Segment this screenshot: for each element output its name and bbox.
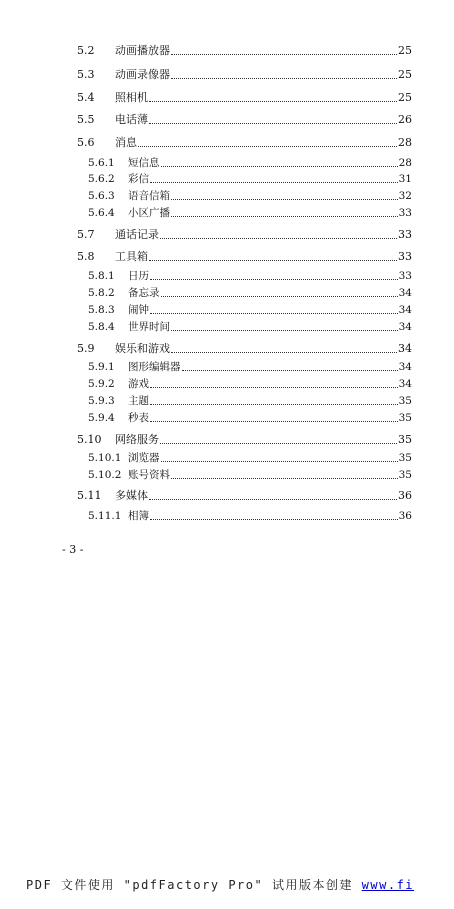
toc-entry[interactable] xyxy=(77,113,412,127)
toc-entry-number: 5.8.1 xyxy=(88,270,115,282)
toc-entry-page: 34 xyxy=(398,321,412,333)
toc-entry[interactable] xyxy=(77,136,412,150)
toc-entry-number: 5.8.2 xyxy=(88,287,115,299)
toc-leader-dots xyxy=(150,386,398,388)
toc-entry[interactable] xyxy=(88,320,412,334)
toc-entry-title: 网络服务 xyxy=(115,433,159,446)
toc-leader-dots xyxy=(171,77,397,79)
toc-entry-title: 浏览器 xyxy=(128,452,160,464)
toc-leader-dots xyxy=(171,329,398,331)
toc-entry-page: 26 xyxy=(398,113,412,126)
toc-entry-page: 33 xyxy=(398,270,412,282)
toc-entry[interactable] xyxy=(88,468,412,482)
toc-entry-number: 5.8.4 xyxy=(88,321,115,333)
toc-entry-title: 图形编辑器 xyxy=(128,361,181,373)
toc-entry[interactable] xyxy=(88,206,412,220)
toc-entry-title: 账号资料 xyxy=(128,469,170,481)
toc-entry-title: 动画录像器 xyxy=(115,68,170,81)
toc-entry[interactable] xyxy=(77,342,412,356)
footer-text: PDF 文件使用 "pdfFactory Pro" 试用版本创建 xyxy=(26,878,362,892)
toc-entry-page: 34 xyxy=(398,287,412,299)
toc-leader-dots xyxy=(150,518,398,520)
toc-entry[interactable] xyxy=(77,68,412,82)
toc-entry[interactable] xyxy=(88,172,412,186)
toc-entry-page: 28 xyxy=(398,157,412,169)
toc-entry-page: 32 xyxy=(398,190,412,202)
toc-entry-page: 25 xyxy=(398,68,412,81)
toc-entry[interactable] xyxy=(88,451,412,465)
toc-leader-dots xyxy=(138,145,397,147)
toc-entry-page: 35 xyxy=(398,433,412,446)
toc-entry-title: 闹钟 xyxy=(128,304,149,316)
toc-entry-number: 5.9 xyxy=(77,342,95,355)
toc-leader-dots xyxy=(150,181,398,183)
toc-entry-page: 35 xyxy=(398,395,412,407)
toc-leader-dots xyxy=(150,403,398,405)
toc-entry-title: 小区广播 xyxy=(128,207,170,219)
toc-entry-number: 5.10 xyxy=(77,433,102,446)
toc-leader-dots xyxy=(150,312,398,314)
toc-entry[interactable] xyxy=(88,377,412,391)
toc-entry-page: 35 xyxy=(398,469,412,481)
toc-leader-dots xyxy=(171,215,398,217)
toc-leader-dots xyxy=(171,198,398,200)
toc-entry[interactable] xyxy=(88,286,412,300)
toc-leader-dots xyxy=(149,498,397,500)
toc-entry-page: 35 xyxy=(398,452,412,464)
toc-entry-title: 电话薄 xyxy=(115,113,148,126)
toc-entry-number: 5.11 xyxy=(77,489,102,502)
toc-entry-page: 36 xyxy=(398,510,412,522)
toc-entry-title: 消息 xyxy=(115,136,137,149)
toc-entry-title: 世界时间 xyxy=(128,321,170,333)
toc-entry-number: 5.4 xyxy=(77,91,95,104)
toc-entry[interactable] xyxy=(77,91,412,105)
toc-entry-number: 5.6 xyxy=(77,136,95,149)
toc-entry[interactable] xyxy=(88,156,412,170)
toc-leader-dots xyxy=(150,420,398,422)
toc-leader-dots xyxy=(149,100,397,102)
toc-entry[interactable] xyxy=(88,189,412,203)
toc-leader-dots xyxy=(160,237,397,239)
pdf-footer xyxy=(26,876,454,893)
toc-entry[interactable] xyxy=(77,250,412,264)
toc-entry[interactable] xyxy=(77,228,412,242)
toc-entry-number: 5.9.2 xyxy=(88,378,115,390)
toc-entry-page: 36 xyxy=(398,489,412,502)
toc-entry-number: 5.6.4 xyxy=(88,207,115,219)
toc-entry[interactable] xyxy=(88,394,412,408)
toc-entry-page: 33 xyxy=(398,207,412,219)
toc-entry-number: 5.5 xyxy=(77,113,95,126)
toc-leader-dots xyxy=(171,351,397,353)
toc-entry-page: 34 xyxy=(398,304,412,316)
toc-entry[interactable] xyxy=(77,433,412,447)
toc-leader-dots xyxy=(171,53,397,55)
toc-leader-dots xyxy=(160,442,397,444)
toc-entry[interactable] xyxy=(88,360,412,374)
toc-entry-title: 日历 xyxy=(128,270,149,282)
toc-entry[interactable] xyxy=(88,411,412,425)
toc-entry-title: 秒表 xyxy=(128,412,149,424)
toc-entry-page: 34 xyxy=(398,361,412,373)
toc-entry-number: 5.3 xyxy=(77,68,95,81)
toc-entry-page: 25 xyxy=(398,91,412,104)
toc-entry-number: 5.10.1 xyxy=(88,452,122,464)
toc-entry-title: 动画播放器 xyxy=(115,44,170,57)
toc-entry-title: 短信息 xyxy=(128,157,160,169)
toc-entry-title: 工具箱 xyxy=(115,250,148,263)
toc-entry[interactable] xyxy=(77,489,412,503)
toc-entry[interactable] xyxy=(88,303,412,317)
toc-entry-number: 5.2 xyxy=(77,44,95,57)
toc-leader-dots xyxy=(161,165,398,167)
toc-entry-number: 5.9.4 xyxy=(88,412,115,424)
page-number: - 3 - xyxy=(62,543,84,556)
toc-leader-dots xyxy=(150,278,398,280)
footer-link[interactable]: www.fi xyxy=(361,878,415,892)
toc-entry[interactable] xyxy=(77,44,412,58)
toc-entry-page: 25 xyxy=(398,44,412,57)
toc-entry-page: 31 xyxy=(398,173,412,185)
toc-entry-title: 游戏 xyxy=(128,378,149,390)
toc-entry-number: 5.9.3 xyxy=(88,395,115,407)
toc-entry-page: 34 xyxy=(398,342,412,355)
toc-entry-title: 语音信箱 xyxy=(128,190,170,202)
toc-entry-number: 5.6.3 xyxy=(88,190,115,202)
toc-entry-title: 娱乐和游戏 xyxy=(115,342,170,355)
toc-entry-title: 彩信 xyxy=(128,173,149,185)
toc-entry-title: 照相机 xyxy=(115,91,148,104)
toc-entry-title: 备忘录 xyxy=(128,287,160,299)
toc-entry-number: 5.11.1 xyxy=(88,510,122,522)
toc-entry-number: 5.10.2 xyxy=(88,469,122,481)
toc-entry-title: 相簿 xyxy=(128,510,149,522)
toc-entry-page: 33 xyxy=(398,250,412,263)
toc-entry-number: 5.8 xyxy=(77,250,95,263)
toc-entry-title: 通话记录 xyxy=(115,228,159,241)
toc-entry-number: 5.7 xyxy=(77,228,95,241)
toc-leader-dots xyxy=(171,477,398,479)
toc-leader-dots xyxy=(161,460,398,462)
toc-entry[interactable] xyxy=(88,509,412,523)
toc-entry-page: 34 xyxy=(398,378,412,390)
toc-entry-number: 5.8.3 xyxy=(88,304,115,316)
toc-entry-page: 28 xyxy=(398,136,412,149)
toc-entry-page: 35 xyxy=(398,412,412,424)
toc-entry-number: 5.9.1 xyxy=(88,361,115,373)
toc-entry[interactable] xyxy=(88,269,412,283)
toc-leader-dots xyxy=(161,295,398,297)
toc-leader-dots xyxy=(182,369,398,371)
toc-entry-page: 33 xyxy=(398,228,412,241)
toc-leader-dots xyxy=(149,122,397,124)
toc-entry-title: 多媒体 xyxy=(115,489,148,502)
toc-entry-title: 主题 xyxy=(128,395,149,407)
toc-leader-dots xyxy=(149,259,397,261)
toc-entry-number: 5.6.1 xyxy=(88,157,115,169)
toc-entry-number: 5.6.2 xyxy=(88,173,115,185)
